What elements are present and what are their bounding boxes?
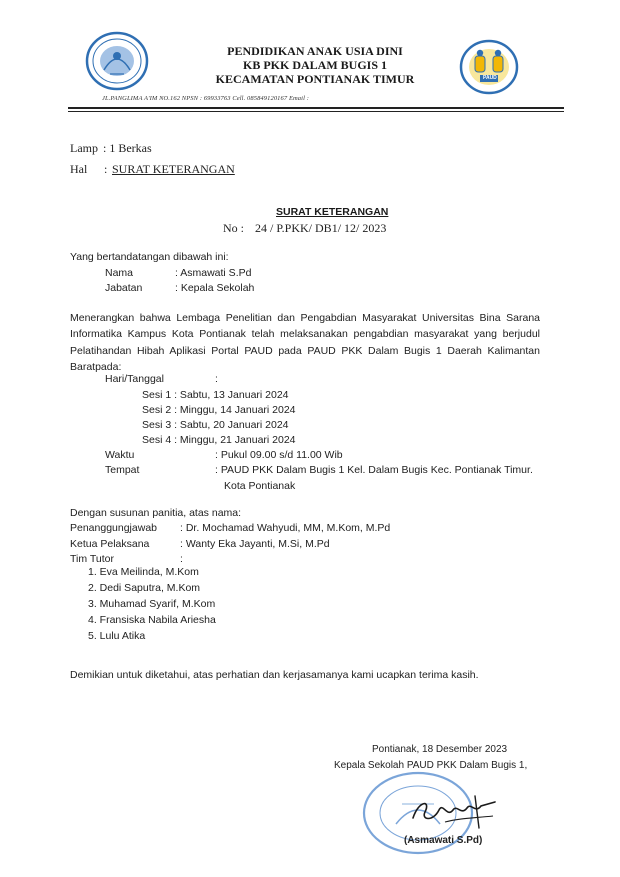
hal-colon: : [104,162,108,176]
document-number: 24 / P.PKK/ DB1/ 12/ 2023 [255,221,387,235]
document-number-label: No : [223,221,244,235]
session-item: Sesi 2 : Minggu, 14 Januari 2024 [142,404,296,416]
hari-label: Hari/Tanggal [105,373,164,385]
header-line-2: KB PKK DALAM BUGIS 1 [242,58,387,72]
header-address: JL.PANGLIMA A'IM NO.162 NPSN : 69933763 Cell. 085849120167 Email : [102,95,309,102]
tutor-item: 4. Fransiska Nabila Ariesha [88,614,216,626]
hal-value: SURAT KETERANGAN [112,162,235,176]
header-rule-thick [68,107,564,109]
tutor-colon: : [180,553,183,565]
tempat-value-continued: Kota Pontianak [224,480,296,492]
nama-label: Nama [105,267,134,279]
waktu-label: Waktu [105,449,135,461]
hal-label: Hal [70,162,88,176]
lamp-label: Lamp [70,141,98,155]
tutor-label: Tim Tutor [70,553,114,565]
header-rule-thin [68,111,564,112]
tutor-item: 5. Lulu Atika [88,630,146,642]
tempat-value: : PAUD PKK Dalam Bugis 1 Kel. Dalam Bugis Kec. Pontianak Timur. [215,464,533,476]
session-item: Sesi 4 : Minggu, 21 Januari 2024 [142,434,296,446]
signer-intro: Yang bertandatangan dibawah ini: [70,251,229,263]
hari-colon: : [215,373,218,385]
body-paragraph: Menerangkan bahwa Lembaga Penelitian dan Pengabdian Masyarakat Universitas Bina Sarana Informatika Kampus Kota Pontianak telah melaksanakan pengabdian masyarakat yang berjudul Pelatihandan Hibah Aplikasi Portal PAUD pada PAUD PKK Dalam Bugis 1 Daerah Kalimantan Baratpada: [70,312,540,374]
signature-place-date: Pontianak, 18 Desember 2023 [372,744,508,755]
tutor-item: 1. Eva Meilinda, M.Kom [88,566,199,578]
signature-name: (Asmawati S.Pd) [404,835,483,846]
penanggungjawab-label: Penanggungjawab [70,522,157,534]
nama-value: : Asmawati S.Pd [175,267,252,279]
left-institution-logo [84,30,150,92]
right-paud-logo [458,38,520,96]
header-line-1: PENDIDIKAN ANAK USIA DINI [227,44,403,58]
handwritten-signature [405,792,505,834]
jabatan-label: Jabatan [105,282,143,294]
jabatan-value: : Kepala Sekolah [175,282,255,294]
session-item: Sesi 1 : Sabtu, 13 Januari 2024 [142,389,289,401]
closing-sentence: Demikian untuk diketahui, atas perhatian dan kerjasamanya kami ucapkan terima kasih. [70,669,479,681]
document-title: SURAT KETERANGAN [276,206,389,218]
penanggungjawab-value: : Dr. Mochamad Wahyudi, MM, M.Kom, M.Pd [180,522,391,534]
ketua-value: : Wanty Eka Jayanti, M.Si, M.Pd [180,538,330,550]
header-line-3: KECAMATAN PONTIANAK TIMUR [215,72,415,86]
lamp-value: : 1 Berkas [103,141,152,155]
panitia-intro: Dengan susunan panitia, atas nama: [70,507,242,519]
session-item: Sesi 3 : Sabtu, 20 Januari 2024 [142,419,289,431]
right-logo-text: PAUD [483,75,497,81]
tempat-label: Tempat [105,464,140,476]
waktu-value: : Pukul 09.00 s/d 11.00 Wib [215,449,343,461]
signature-position: Kepala Sekolah PAUD PKK Dalam Bugis 1, [334,760,528,771]
ketua-label: Ketua Pelaksana [70,538,150,550]
tutor-item: 2. Dedi Saputra, M.Kom [88,582,201,594]
tutor-item: 3. Muhamad Syarif, M.Kom [88,598,216,610]
